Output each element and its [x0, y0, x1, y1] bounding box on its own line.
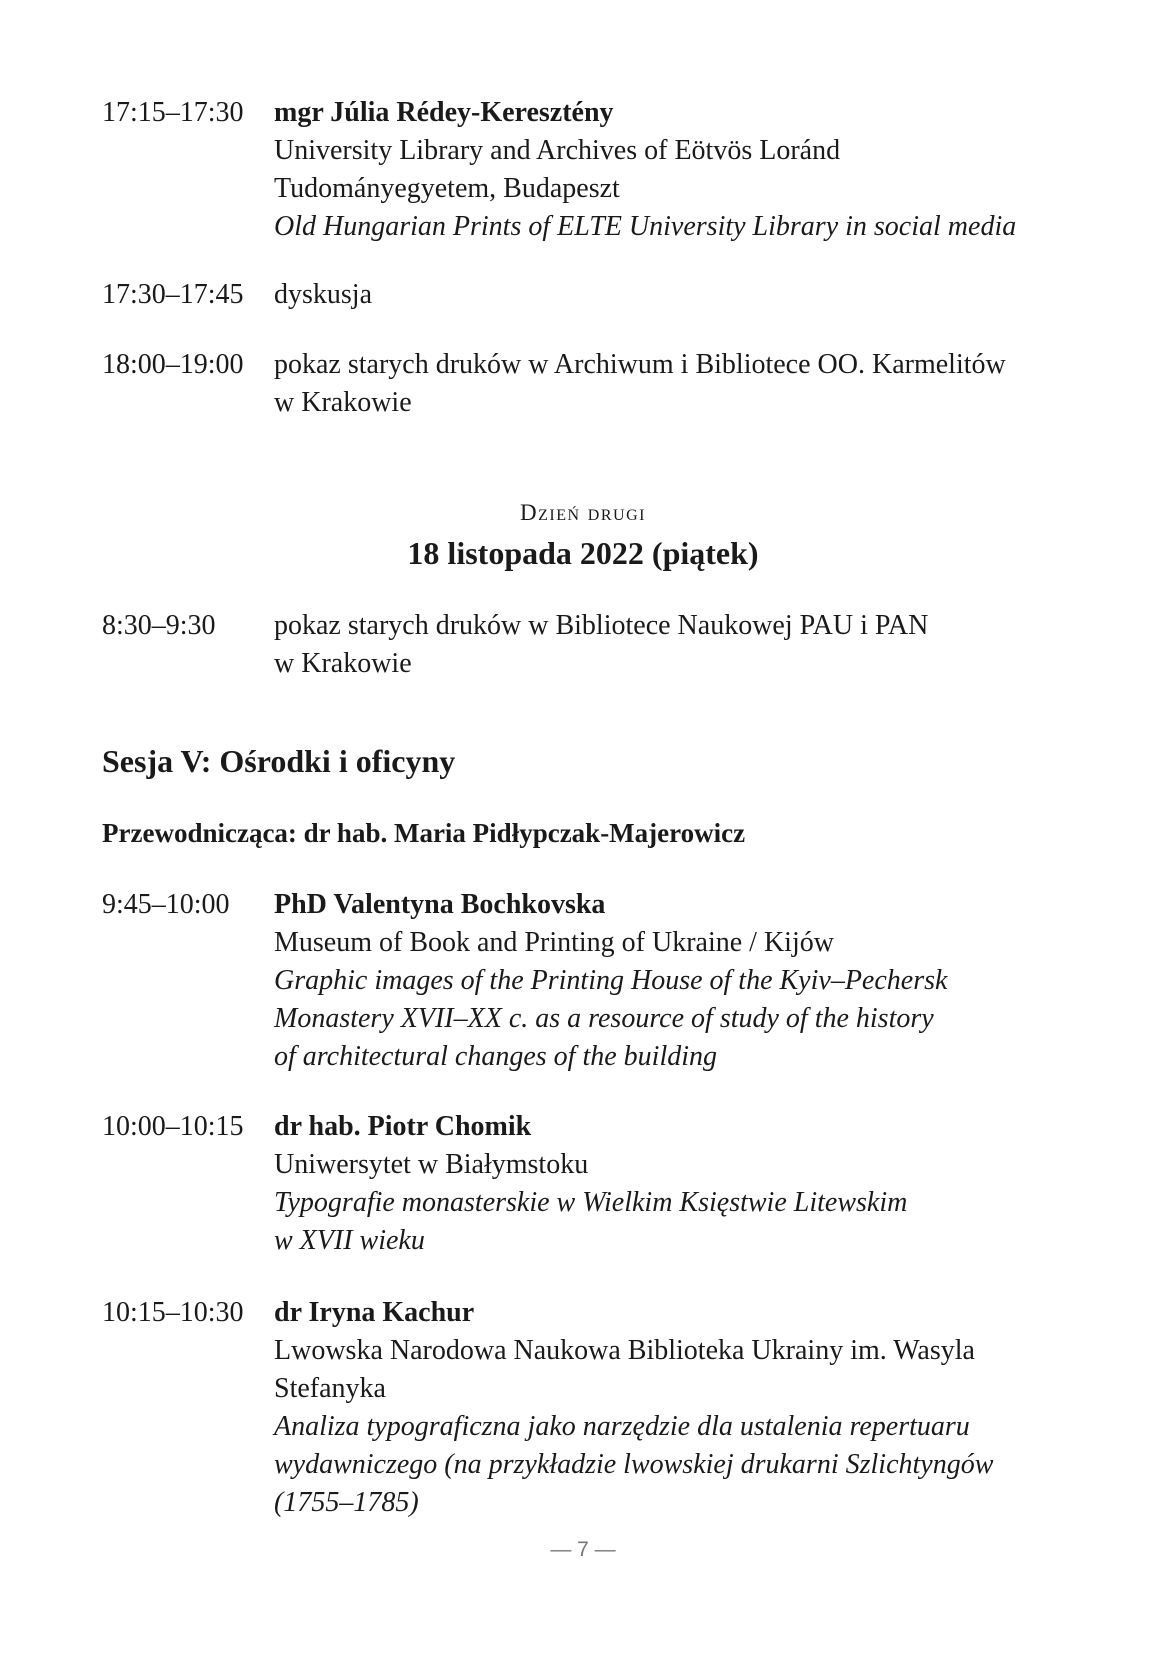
entry-body	[274, 607, 1074, 683]
talk-title-line: Monastery XVII–XX c. as a resource of study of the history	[274, 1003, 934, 1034]
day-label: Dzień drugi	[520, 500, 646, 525]
entry-time: 17:15–17:30	[102, 97, 244, 128]
session-chair: Przewodnicząca: dr hab. Maria Pidłypczak-Majerowicz	[102, 818, 746, 848]
entry-text-line: dyskusja	[274, 279, 372, 310]
entry-text-line: w Krakowie	[274, 648, 412, 679]
talk-title-line: Analiza typograficzna jako narzędzie dla ustalenia repertuaru	[274, 1411, 970, 1442]
entry-text-line: pokaz starych druków w Archiwum i Bibliotece OO. Karmelitów	[274, 349, 1006, 380]
entry-time: 9:45–10:00	[102, 889, 230, 920]
talk-title-line: Typografie monasterskie w Wielkim Księstwie Litewskim	[274, 1187, 908, 1218]
talk-title-line: wydawniczego (na przykładzie lwowskiej drukarni Szlichtyngów	[274, 1449, 994, 1480]
speaker-affiliation-line: Uniwersytet w Białymstoku	[274, 1149, 589, 1180]
entry-body	[274, 1108, 1074, 1260]
talk-title-line: Old Hungarian Prints of ELTE University Library in social media	[274, 211, 1017, 242]
entry-body	[274, 276, 1074, 314]
day-date: 18 listopada 2022 (piątek)	[407, 535, 759, 571]
session-title: Sesja V: Ośrodki i oficyny	[102, 743, 456, 779]
entry-time: 17:30–17:45	[102, 279, 244, 310]
speaker-affiliation-line: Tudományegyetem, Budapeszt	[274, 173, 620, 204]
speaker-name: dr hab. Piotr Chomik	[274, 1111, 532, 1142]
speaker-affiliation-line: Museum of Book and Printing of Ukraine / Kijów	[274, 927, 834, 958]
speaker-affiliation-line: Stefanyka	[274, 1373, 386, 1404]
talk-title-line: Graphic images of the Printing House of the Kyiv–Pechersk	[274, 965, 948, 996]
entry-body	[274, 1294, 1074, 1522]
page-number: — 7 —	[550, 1538, 616, 1561]
speaker-name: PhD Valentyna Bochkovska	[274, 889, 606, 920]
talk-title-line: w XVII wieku	[274, 1225, 425, 1256]
talk-title-line: of architectural changes of the building	[274, 1041, 718, 1072]
entry-body	[274, 886, 1074, 1076]
entry-body	[274, 346, 1074, 422]
speaker-affiliation-line: Lwowska Narodowa Naukowa Biblioteka Ukrainy im. Wasyla	[274, 1335, 975, 1366]
entry-text-line: pokaz starych druków w Bibliotece Naukowej PAU i PAN	[274, 610, 929, 641]
entry-time: 8:30–9:30	[102, 610, 216, 641]
entry-body	[274, 94, 1074, 246]
entry-text-line: w Krakowie	[274, 387, 412, 418]
entry-time: 10:00–10:15	[102, 1111, 244, 1142]
speaker-affiliation-line: University Library and Archives of Eötvös Loránd	[274, 135, 841, 166]
entry-time: 18:00–19:00	[102, 349, 244, 380]
speaker-name: dr Iryna Kachur	[274, 1297, 475, 1328]
talk-title-line: (1755–1785)	[274, 1487, 419, 1518]
speaker-name: mgr Júlia Rédey-Keresztény	[274, 97, 614, 128]
entry-time: 10:15–10:30	[102, 1297, 244, 1328]
